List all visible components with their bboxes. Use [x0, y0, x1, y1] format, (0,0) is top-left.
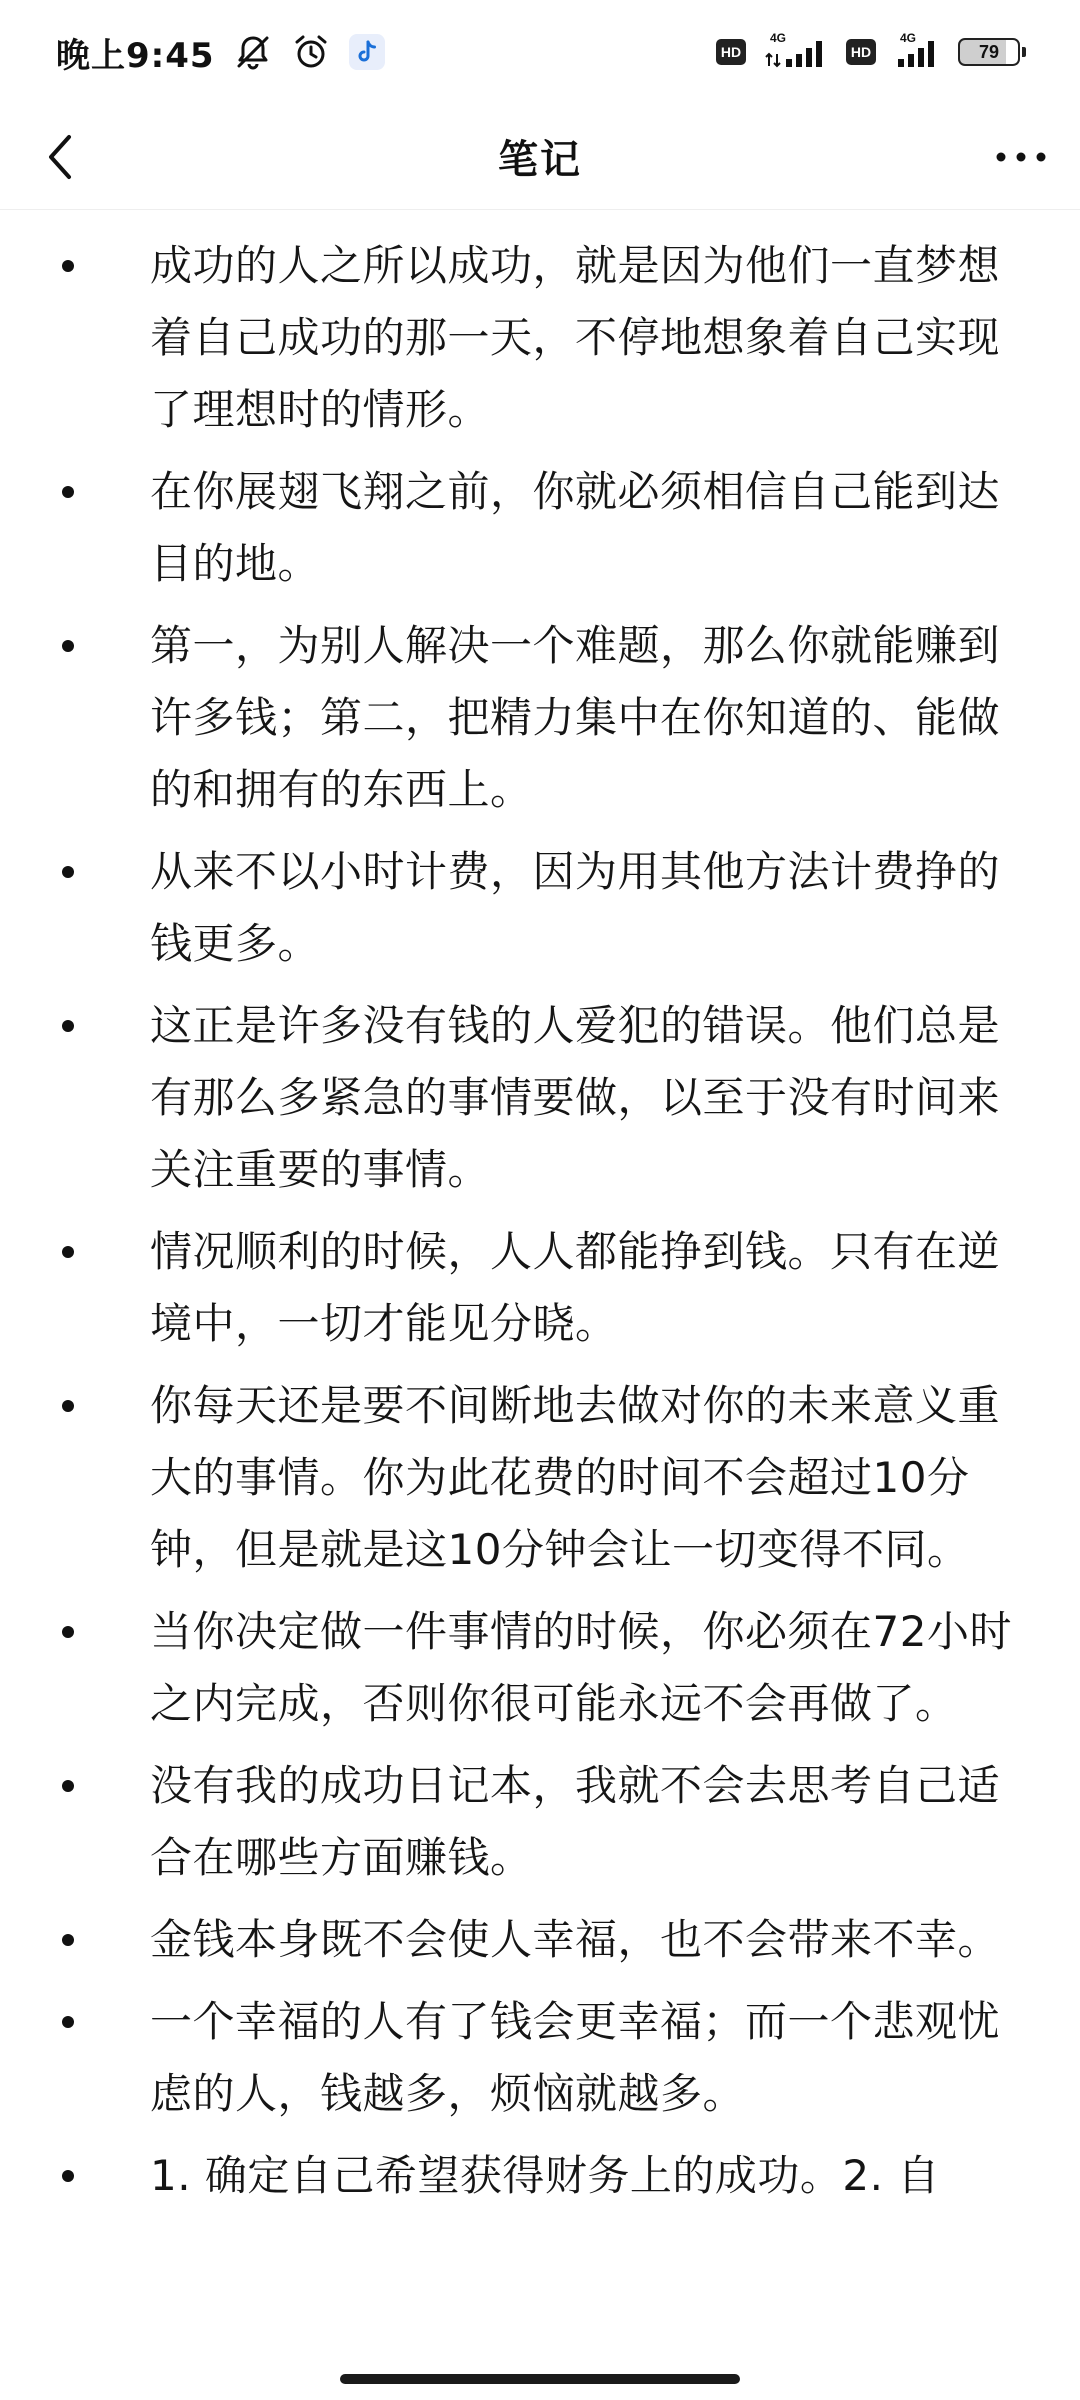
bullet-icon [62, 1400, 74, 1412]
note-text: 情况顺利的时候，人人都能挣到钱。只有在逆境中，一切才能见分晓。 [150, 1227, 1001, 1348]
more-options-button[interactable] [990, 126, 1052, 188]
status-bar [0, 0, 1080, 104]
list-item [0, 1370, 1080, 1586]
note-text: 1. 确定自己希望获得财务上的成功。2. 自 [150, 2151, 940, 2200]
bullet-icon [62, 1780, 74, 1792]
list-item [0, 1596, 1080, 1740]
alarm-icon [291, 32, 331, 72]
battery-icon [958, 38, 1026, 66]
list-item [0, 1750, 1080, 1894]
note-text: 从来不以小时计费，因为用其他方法计费挣的钱更多。 [150, 847, 1001, 968]
status-right [716, 31, 1026, 69]
note-text: 这正是许多没有钱的人爱犯的错误。他们总是有那么多紧急的事情要做，以至于没有时间来关注重要的事情。 [150, 1001, 1001, 1194]
back-button[interactable] [30, 126, 92, 188]
note-content[interactable] [0, 210, 1080, 2400]
note-text: 在你展翅飞翔之前，你就必须相信自己能到达目的地。 [150, 467, 1001, 588]
tiktok-icon [349, 34, 385, 70]
list-item [0, 1904, 1080, 1976]
note-text: 当你决定做一件事情的时候，你必须在72小时之内完成，否则你很可能永远不会再做了。 [150, 1607, 1012, 1728]
note-text: 你每天还是要不间断地去做对你的未来意义重大的事情。你为此花费的时间不会超过10分钟，但是就是这10分钟会让一切变得不同。 [150, 1381, 1001, 1574]
signal-icon-2 [894, 31, 940, 69]
list-item [0, 990, 1080, 1206]
network-type-label: 4G [770, 31, 787, 45]
signal-icon [764, 31, 828, 69]
note-bullet-list [0, 210, 1080, 2212]
page-title: 笔记 [498, 137, 582, 183]
note-text: 没有我的成功日记本，我就不会去思考自己适合在哪些方面赚钱。 [150, 1761, 1001, 1882]
bullet-icon [62, 1934, 74, 1946]
bullet-icon [62, 866, 74, 878]
list-item [0, 456, 1080, 600]
note-text: 成功的人之所以成功，就是因为他们一直梦想着自己成功的那一天，不停地想象着自己实现了理想时的情形。 [150, 241, 1001, 434]
more-horizontal-icon [995, 150, 1047, 164]
list-item [0, 2140, 1080, 2212]
note-text: 第一，为别人解决一个难题，那么你就能赚到许多钱；第二，把精力集中在你知道的、能做的和拥有的东西上。 [150, 621, 1001, 814]
bullet-icon [62, 486, 74, 498]
app-header [0, 104, 1080, 210]
status-time: 晚上9:45 [56, 35, 215, 76]
list-item [0, 836, 1080, 980]
bullet-icon [62, 260, 74, 272]
note-text: 一个幸福的人有了钱会更幸福；而一个悲观忧虑的人，钱越多，烦恼就越多。 [150, 1997, 1001, 2118]
bullet-icon [62, 2170, 74, 2182]
list-item [0, 1986, 1080, 2130]
bullet-icon [62, 640, 74, 652]
list-item [0, 610, 1080, 826]
list-item [0, 230, 1080, 446]
bullet-icon [62, 1020, 74, 1032]
bullet-icon [62, 1246, 74, 1258]
battery-level: 79 [958, 38, 1020, 66]
home-indicator[interactable] [340, 2374, 740, 2384]
bullet-icon [62, 2016, 74, 2028]
list-item [0, 1216, 1080, 1360]
chevron-left-icon [41, 133, 81, 181]
bullet-icon [62, 1626, 74, 1638]
mute-bell-icon [233, 32, 273, 72]
note-text: 金钱本身既不会使人幸福，也不会带来不幸。 [150, 1915, 1001, 1964]
network-type-label-2: 4G [900, 31, 917, 45]
hd-badge: HD [716, 39, 746, 65]
hd-badge-2: HD [846, 39, 876, 65]
status-left [56, 28, 385, 77]
